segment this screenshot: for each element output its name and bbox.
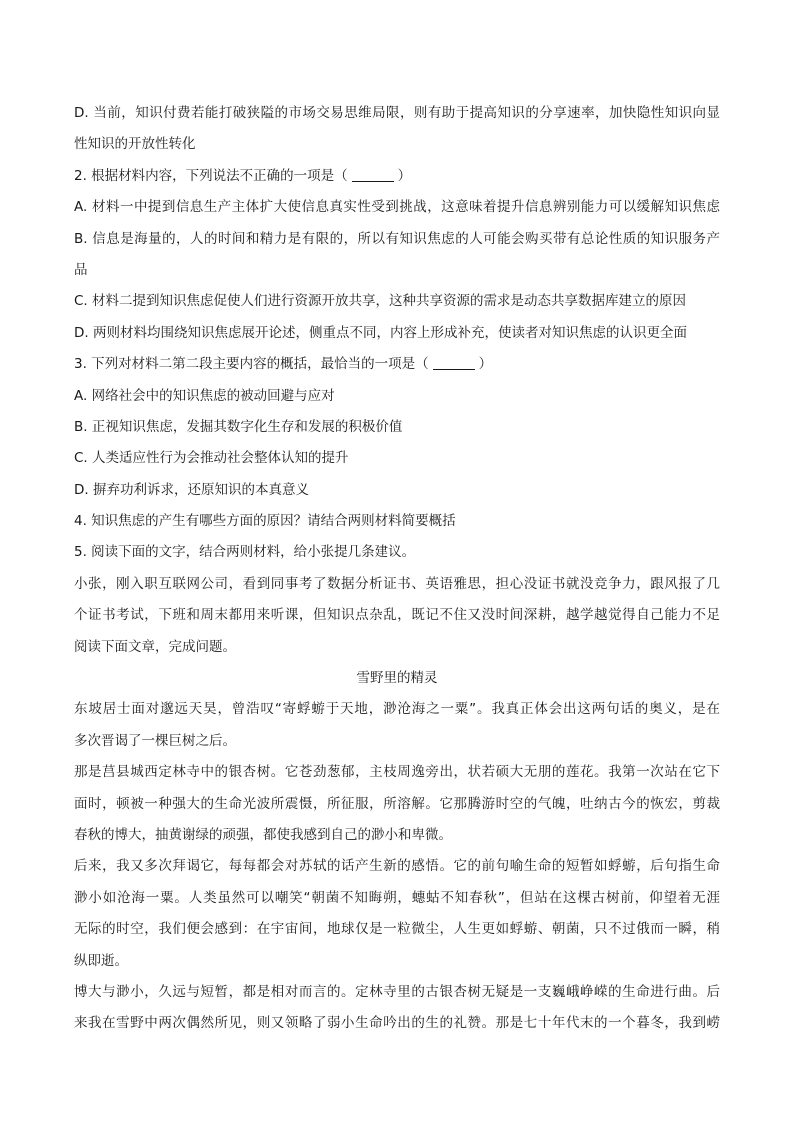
question-2-option-a: A. 材料一中提到信息生产主体扩大使信息真实性受到挑战，这意味着提升信息辨别能力可以缓解知识焦虑: [74, 199, 720, 216]
essay-paragraph-4-line-1: 博大与渺小，久远与短暂，都是相对而言的。定林寺里的古银杏树无疑是一支巍峨峥嵘的生命进行曲。后: [74, 983, 720, 1000]
question-3-option-b: B. 正视知识焦虑，发掘其数字化生存和发展的积极价值: [74, 418, 403, 435]
question-2-stem-close: ）: [397, 167, 412, 184]
question-3-stem: [74, 349, 720, 380]
question-2-stem: [74, 161, 720, 192]
essay-paragraph-2-line-1: 那是莒县城西定林寺中的银杏树。它苍劲葱郁，主枝周逸旁出，状若硕大无朋的莲花。我第一次站在它下: [74, 764, 720, 781]
question-2-option-d: D. 两则材料均围绕知识焦虑展开论述，侧重点不同，内容上形成补充，使读者对知识焦虑的认识更全面: [74, 324, 687, 341]
essay-title: 雪野里的精灵: [356, 670, 438, 687]
question-2-option-b-line-1: B. 信息是海量的，人的时间和精力是有限的，所以有知识焦虑的人可能会购买带有总论性质的知识服务产: [74, 230, 720, 247]
essay-paragraph-3-line-2: 渺小如沧海一粟。人类虽然可以嘲笑“朝菌不知晦朔，蟪蛄不知春秋”，但站在这棵古树前，仰望着无涯: [74, 889, 720, 906]
answer-blank[interactable]: [352, 167, 394, 182]
question-5-passage-line-2: 个证书考试，下班和周末都用来听课，但知识点杂乱，既记不住又没时间深耕，越学越觉得自己能力不足: [74, 607, 720, 624]
question-3-option-c: C. 人类适应性行为会推动社会整体认知的提升: [74, 450, 349, 467]
essay-paragraph-3-line-3: 无际的时空，我们便会感到：在宇宙间，地球仅是一粒微尘，人生更如蜉蝣、朝菌，只不过俄而一瞬，稍: [74, 921, 720, 938]
essay-paragraph-1-line-1: 东坡居士面对邈远天昊，曾浩叹“寄蜉蝣于天地，渺沧海之一粟”。我真正体会出这两句话的奥义，是在: [74, 701, 720, 718]
question-3-option-a: A. 网络社会中的知识焦虑的被动回避与应对: [74, 387, 335, 404]
essay-paragraph-3-line-1: 后来，我又多次拜谒它，每每都会对苏轼的话产生新的感悟。它的前句喻生命的短暂如蜉蝣，后句指生命: [74, 858, 720, 875]
question-3-stem-text: 3. 下列对材料二第二段主要内容的概括，最恰当的一项是（: [74, 356, 429, 373]
document-page: [74, 98, 720, 1040]
question-3-option-d: D. 摒弃功利诉求，还原知识的本真意义: [74, 481, 309, 498]
essay-paragraph-4-line-2: 来我在雪野中两次偶然所见，则又领略了弱小生命吟出的生的礼赞。那是七十年代末的一个暮冬，我到崂: [74, 1015, 720, 1032]
reading-instruction: 阅读下面文章，完成问题。: [74, 638, 236, 655]
question-5-passage-line-1: 小张，刚入职互联网公司，看到同事考了数据分析证书、英语雅思，担心没证书就没竞争力，跟风报了几: [74, 575, 720, 592]
essay-paragraph-1-line-2: 多次晋谒了一棵巨树之后。: [74, 732, 236, 749]
option-d-line-1: D. 当前，知识付费若能打破狭隘的市场交易思维局限，则有助于提高知识的分享速率，加快隐性知识向显: [74, 105, 720, 121]
question-4-stem: 4. 知识焦虑的产生有哪些方面的原因？请结合两则材料简要概括: [74, 513, 456, 530]
question-2-stem-text: 2. 根据材料内容，下列说法不正确的一项是（: [74, 167, 348, 184]
answer-blank[interactable]: [433, 355, 475, 370]
question-2-option-c: C. 材料二提到知识焦虑促使人们进行资源开放共享，这种共享资源的需求是动态共享数据库建立的原因: [74, 293, 687, 310]
essay-paragraph-2-line-3: 春秋的博大，抽黄谢绿的顽强，都使我感到自己的渺小和卑微。: [74, 826, 452, 843]
question-5-stem: 5. 阅读下面的文字，结合两则材料，给小张提几条建议。: [74, 544, 416, 561]
option-d-line-2: 性知识的开放性转化: [74, 136, 196, 153]
question-3-stem-close: ）: [478, 356, 493, 373]
essay-paragraph-2-line-2: 面时，顿被一种强大的生命光波所震慑，所征服，所溶解。它那腾游时空的气魄，吐纳古今的恢宏，剪裁: [74, 795, 720, 812]
essay-paragraph-3-line-4: 纵即逝。: [74, 952, 128, 969]
question-2-option-b-line-2: 品: [74, 261, 88, 278]
